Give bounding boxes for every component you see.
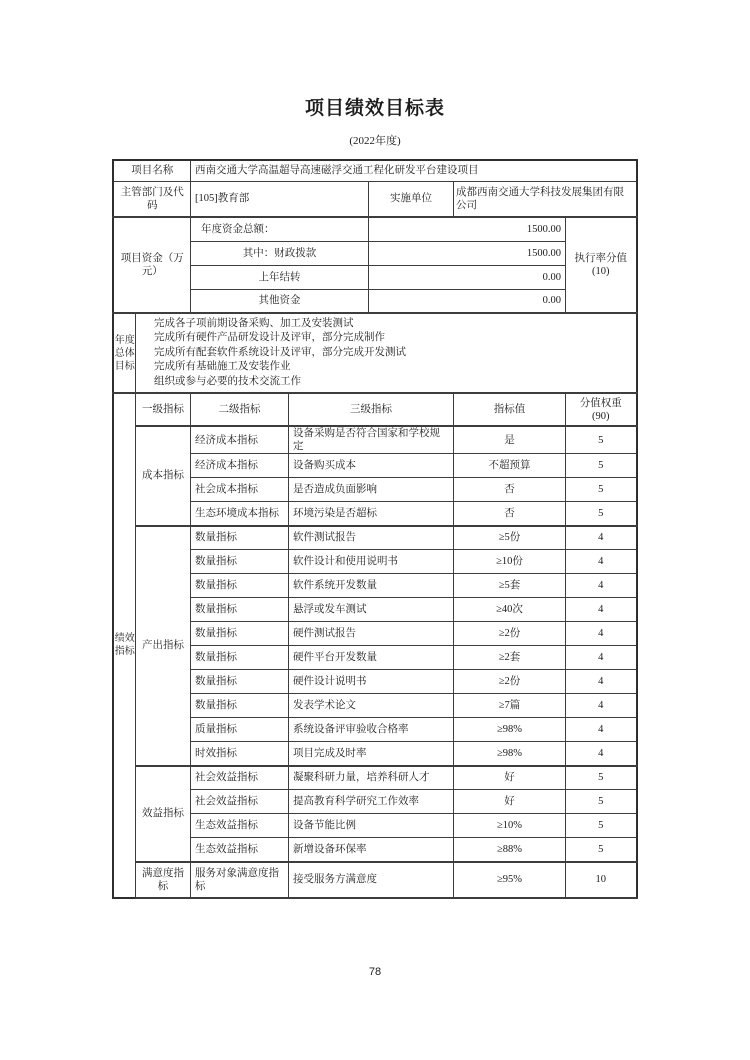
funding-carryover-label: 上年结转 (190, 265, 368, 289)
annual-goals-label-line: 年度 (114, 334, 135, 346)
indicator-level3-cell: 环境污染是否超标 (288, 502, 453, 526)
annual-goal-line: 完成所有基础施工及安装作业 (153, 361, 291, 373)
indicator-weight-cell: 4 (565, 574, 636, 598)
indicator-value-cell: ≥95% (453, 862, 565, 898)
indicator-level3-cell: 硬件设计说明书 (288, 670, 453, 694)
indicator-level2-cell: 生态效益指标 (190, 838, 288, 862)
side-label-performance-indicators (113, 393, 135, 898)
indicator-level3-cell: 系统设备评审验收合格率 (288, 718, 453, 742)
indicator-weight-cell: 5 (565, 426, 636, 454)
indicator-level3-cell: 接受服务方满意度 (288, 862, 453, 898)
indicator-row (113, 790, 636, 814)
header-score-weight (565, 393, 636, 426)
indicator-weight-cell: 4 (565, 718, 636, 742)
funding-fiscal-value: 1500.00 (368, 241, 565, 265)
indicator-level2-cell: 社会效益指标 (190, 790, 288, 814)
indicator-level2-cell: 经济成本指标 (190, 426, 288, 454)
indicator-level3-cell: 设备节能比例 (288, 814, 453, 838)
indicator-level1-cell: 效益指标 (135, 766, 190, 862)
funding-label: 项目资金（万元） (113, 217, 190, 313)
indicator-weight-cell: 4 (565, 694, 636, 718)
indicator-weight-cell: 4 (565, 550, 636, 574)
indicator-row (113, 574, 636, 598)
indicator-level1-cell: 产出指标 (135, 526, 190, 766)
indicator-weight-cell: 4 (565, 526, 636, 550)
performance-target-table (112, 159, 637, 899)
side-label-line: 绩效 (114, 633, 135, 645)
funding-fiscal-label: 其中：财政拨款 (190, 241, 368, 265)
annual-goal-line: 完成各子项前期设备采购、加工及安装测试 (153, 317, 354, 329)
funding-carryover-value: 0.00 (368, 265, 565, 289)
header-level1-indicator: 一级指标 (135, 393, 190, 426)
indicator-level3-cell: 设备采购是否符合国家和学校规定 (288, 426, 453, 454)
indicator-level2-cell: 数量指标 (190, 622, 288, 646)
indicator-level3-cell: 悬浮或发车测试 (288, 598, 453, 622)
indicator-level3-cell: 软件系统开发数量 (288, 574, 453, 598)
page-subtitle: (2022年度) (349, 135, 401, 147)
indicator-value-cell: ≥10% (453, 814, 565, 838)
indicator-weight-cell: 4 (565, 670, 636, 694)
indicator-level2-cell: 社会成本指标 (190, 478, 288, 502)
indicator-row (113, 526, 636, 550)
indicator-row (113, 766, 636, 790)
annual-goals-text (135, 313, 636, 393)
indicator-row (113, 598, 636, 622)
indicator-value-cell: 好 (453, 790, 565, 814)
funding-other-value: 0.00 (368, 289, 565, 313)
indicator-level2-cell: 经济成本指标 (190, 454, 288, 478)
annual-goal-line: 完成所有硬件产品研发设计及评审，部分完成制作 (153, 332, 385, 344)
funding-total-value: 1500.00 (368, 217, 565, 241)
project-name-label: 项目名称 (113, 160, 190, 181)
indicator-level3-cell: 软件设计和使用说明书 (288, 550, 453, 574)
indicator-value-cell: ≥5份 (453, 526, 565, 550)
indicator-level2-cell: 社会效益指标 (190, 766, 288, 790)
indicator-level3-cell: 提高教育科学研究工作效率 (288, 790, 453, 814)
header-level3-indicator: 三级指标 (288, 393, 453, 426)
indicator-weight-cell: 5 (565, 454, 636, 478)
indicator-row (113, 862, 636, 898)
indicator-level2-cell: 数量指标 (190, 526, 288, 550)
funding-total-label: 年度资金总额： (190, 217, 368, 241)
indicator-value-cell: ≥2份 (453, 670, 565, 694)
indicator-level2-cell: 数量指标 (190, 574, 288, 598)
implementing-unit-label: 实施单位 (368, 181, 453, 217)
indicator-row (113, 838, 636, 862)
indicator-weight-cell: 4 (565, 646, 636, 670)
indicator-weight-cell: 4 (565, 742, 636, 766)
indicator-level2-cell: 时效指标 (190, 742, 288, 766)
indicator-weight-cell: 5 (565, 502, 636, 526)
annual-goal-line: 完成所有配套软件系统设计及评审，部分完成开发测试 (153, 346, 406, 358)
indicator-row (113, 814, 636, 838)
indicator-weight-cell: 5 (565, 478, 636, 502)
indicator-value-cell: 好 (453, 766, 565, 790)
funding-row-fiscal (113, 241, 636, 265)
indicator-level2-cell: 数量指标 (190, 694, 288, 718)
indicator-level2-cell: 生态效益指标 (190, 814, 288, 838)
indicator-value-cell: ≥88% (453, 838, 565, 862)
project-name-value: 西南交通大学高温超导高速磁浮交通工程化研发平台建设项目 (190, 160, 636, 181)
page-title: 项目绩效目标表 (304, 98, 445, 119)
indicator-level1-cell: 满意度指标 (135, 862, 190, 898)
department-row (113, 181, 636, 217)
indicator-value-cell: ≥5套 (453, 574, 565, 598)
indicator-row (113, 718, 636, 742)
indicator-level2-cell: 生态环境成本指标 (190, 502, 288, 526)
implementing-unit-value: 成都西南交通大学科技发展集团有限公司 (453, 181, 636, 217)
indicator-level3-cell: 硬件平台开发数量 (288, 646, 453, 670)
indicator-value-cell: ≥98% (453, 742, 565, 766)
indicator-level3-cell: 新增设备环保率 (288, 838, 453, 862)
indicator-value-cell: 否 (453, 502, 565, 526)
project-name-row (113, 160, 636, 181)
indicator-value-cell: ≥10份 (453, 550, 565, 574)
indicator-value-cell: 不超预算 (453, 454, 565, 478)
indicator-level3-cell: 设备购买成本 (288, 454, 453, 478)
indicator-level2-cell: 数量指标 (190, 670, 288, 694)
execution-rate-score: (10) (592, 266, 610, 277)
funding-other-label: 其他资金 (190, 289, 368, 313)
indicator-level2-cell: 数量指标 (190, 646, 288, 670)
indicator-level2-cell: 质量指标 (190, 718, 288, 742)
indicator-header-row (113, 393, 636, 426)
header-score-weight-line: (90) (592, 410, 610, 422)
indicator-value-cell: ≥40次 (453, 598, 565, 622)
indicator-value-cell: 是 (453, 426, 565, 454)
indicator-row (113, 622, 636, 646)
annual-goals-label-line: 总体 (114, 347, 135, 359)
indicator-weight-cell: 5 (565, 766, 636, 790)
indicator-level3-cell: 凝聚科研力量，培养科研人才 (288, 766, 453, 790)
funding-row-other (113, 289, 636, 313)
annual-goals-label (113, 313, 135, 393)
funding-row-carryover (113, 265, 636, 289)
page-number: 78 (368, 966, 382, 978)
indicator-weight-cell: 5 (565, 790, 636, 814)
indicator-weight-cell: 5 (565, 838, 636, 862)
indicator-level3-cell: 项目完成及时率 (288, 742, 453, 766)
indicator-level3-cell: 软件测试报告 (288, 526, 453, 550)
indicator-row (113, 426, 636, 454)
indicator-level1-cell: 成本指标 (135, 426, 190, 526)
indicator-weight-cell: 4 (565, 598, 636, 622)
indicator-level3-cell: 是否造成负面影响 (288, 478, 453, 502)
execution-rate-cell (565, 217, 636, 313)
indicator-row (113, 670, 636, 694)
execution-rate-label: 执行率分值 (574, 253, 627, 264)
annual-goal-line: 组织或参与必要的技术交流工作 (153, 375, 301, 387)
header-level2-indicator: 二级指标 (190, 393, 288, 426)
indicator-weight-cell: 10 (565, 862, 636, 898)
header-indicator-value: 指标值 (453, 393, 565, 426)
indicator-row (113, 646, 636, 670)
indicator-level2-cell: 服务对象满意度指标 (190, 862, 288, 898)
indicator-row (113, 742, 636, 766)
department-label: 主管部门及代码 (113, 181, 190, 217)
indicator-level3-cell: 硬件测试报告 (288, 622, 453, 646)
side-label-line: 指标 (114, 646, 135, 658)
indicator-value-cell: ≥98% (453, 718, 565, 742)
indicator-level3-cell: 发表学术论文 (288, 694, 453, 718)
annual-goals-label-line: 目标 (114, 360, 135, 372)
indicator-value-cell: 否 (453, 478, 565, 502)
indicator-weight-cell: 4 (565, 622, 636, 646)
department-value: [105]教育部 (190, 181, 368, 217)
indicator-row (113, 502, 636, 526)
funding-row-total (113, 217, 636, 241)
annual-goals-row (113, 313, 636, 393)
indicator-row (113, 454, 636, 478)
header-score-weight-line: 分值权重 (579, 397, 622, 409)
indicator-row (113, 694, 636, 718)
indicator-row (113, 478, 636, 502)
indicator-row (113, 550, 636, 574)
indicator-level2-cell: 数量指标 (190, 598, 288, 622)
indicator-level2-cell: 数量指标 (190, 550, 288, 574)
indicator-value-cell: ≥2份 (453, 622, 565, 646)
indicator-value-cell: ≥2套 (453, 646, 565, 670)
indicator-value-cell: ≥7篇 (453, 694, 565, 718)
indicator-weight-cell: 5 (565, 814, 636, 838)
